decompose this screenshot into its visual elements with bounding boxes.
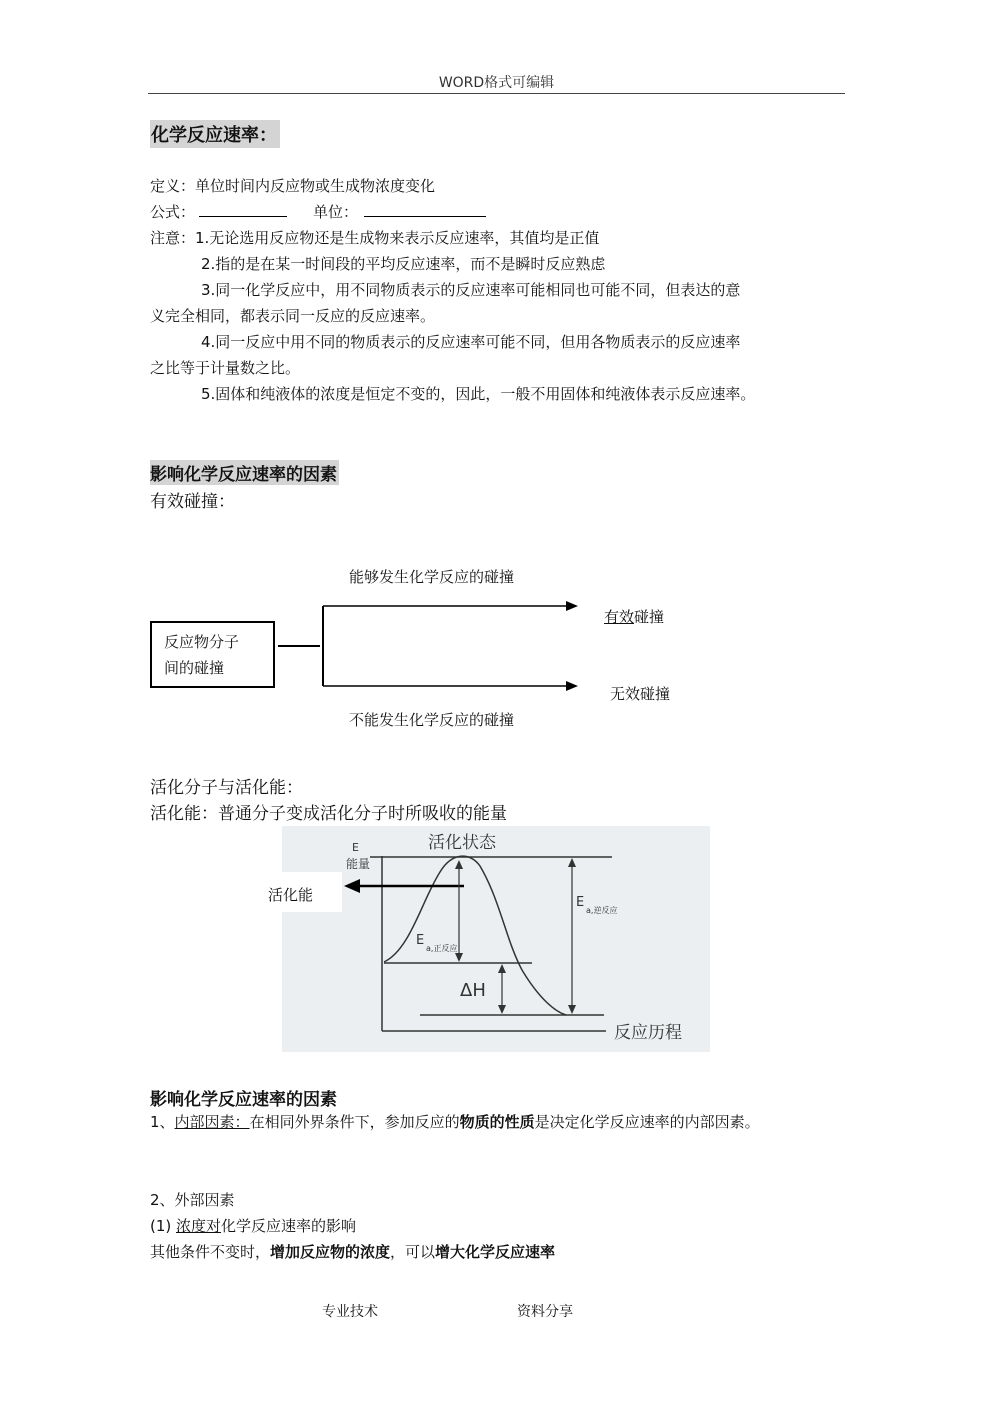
activation-energy-callout: 活化能 — [268, 886, 314, 904]
definition-text: 定义：单位时间内反应物或生成物浓度变化 — [150, 177, 436, 195]
activation-definition: 活化能：普通分子变成活化分子时所吸收的能量 — [150, 804, 507, 824]
forward-ea-subscript: a,正反应 — [426, 944, 458, 953]
y-axis-label: 能量 — [346, 857, 371, 871]
internal-text-a: 在相同外界条件下，参加反应的 — [249, 1113, 460, 1131]
formula-label: 公式： — [150, 203, 196, 221]
y-axis-symbol: E — [352, 841, 359, 854]
conc-rest: 化学反应速率的影响 — [221, 1217, 357, 1235]
note-2: 2.指的是在某一时间段的平均反应速率，而不是瞬时反应熟虑 — [201, 255, 606, 273]
unit-label: 单位： — [313, 203, 359, 221]
conc-underlined: 浓度对 — [176, 1217, 222, 1235]
rule-bold-1: 增加反应物的浓度 — [270, 1243, 391, 1261]
reverse-ea-head-bottom — [568, 1005, 576, 1014]
forward-ea-head-top — [455, 860, 463, 869]
note-3a: 3.同一化学反应中，用不同物质表示的反应速率可能相同也可能不同，但表达的意 — [201, 281, 741, 299]
reverse-ea-label: E — [576, 895, 585, 910]
callout-arrow-head — [344, 879, 360, 893]
effective-underlined: 有效 — [604, 608, 635, 626]
delta-h-label: ΔH — [460, 980, 486, 1001]
note-5: 5.固体和纯液体的浓度是恒定不变的，因此，一般不用固体和纯液体表示反应速率。 — [201, 385, 756, 403]
x-axis-label: 反应历程 — [614, 1023, 682, 1043]
effective-collision-heading: 有效碰撞： — [150, 492, 235, 512]
external-factor-heading: 2、外部因素 — [150, 1191, 235, 1209]
note-3b: 义完全相同，都表示同一反应的反应速率。 — [150, 307, 436, 325]
internal-text-b: 是决定化学反应速率的内部因素。 — [534, 1113, 760, 1131]
concentration-rule — [150, 1241, 555, 1262]
rule-b: ，可以 — [390, 1243, 436, 1261]
rule-a: 其他条件不变时， — [150, 1243, 271, 1261]
delta-h-head-bottom — [498, 1005, 506, 1014]
ineffective-collision-label: 无效碰撞 — [610, 685, 671, 703]
activation-heading: 活化分子与活化能： — [150, 778, 303, 798]
page-header: WORD格式可编辑 — [438, 75, 555, 91]
internal-factor-line — [150, 1111, 760, 1132]
collision-box-line1: 反应物分子 — [164, 633, 240, 651]
conc-prefix: (1) — [150, 1217, 172, 1235]
note-1: 注意：1.无论选用反应物还是生成物来表示反应速率，其值均是正值 — [150, 229, 600, 247]
reverse-ea-head-top — [568, 858, 576, 867]
rule-bold-2: 增大化学反应速率 — [435, 1243, 556, 1261]
section-title-reaction-rate: 化学反应速率： — [150, 120, 280, 148]
note-4b: 之比等于计量数之比。 — [150, 359, 301, 377]
collision-box-line2: 间的碰撞 — [164, 659, 225, 677]
concentration-heading — [150, 1215, 356, 1236]
internal-label: 内部因素： — [174, 1113, 250, 1131]
collision-upper-label: 能够发生化学反应的碰撞 — [349, 568, 515, 586]
internal-prefix: 1、 — [150, 1113, 175, 1131]
footer-left: 专业技术 — [322, 1304, 378, 1320]
forward-ea-head-bottom — [455, 953, 463, 962]
collision-lower-label: 不能发生化学反应的碰撞 — [349, 711, 515, 729]
activated-state-label: 活化状态 — [428, 833, 496, 853]
internal-bold: 物质的性质 — [459, 1113, 535, 1131]
forward-ea-label: E — [416, 933, 425, 948]
reverse-ea-subscript: a,逆反应 — [586, 906, 618, 915]
effective-rest: 碰撞 — [634, 608, 665, 626]
section-title-factors: 影响化学反应速率的因素 — [150, 460, 339, 485]
note-4a: 4.同一反应中用不同的物质表示的反应速率可能不同，但用各物质表示的反应速率 — [201, 333, 741, 351]
footer-right: 资料分享 — [517, 1304, 573, 1320]
delta-h-head-top — [498, 964, 506, 973]
section-title-factors-2: 影响化学反应速率的因素 — [150, 1090, 337, 1110]
